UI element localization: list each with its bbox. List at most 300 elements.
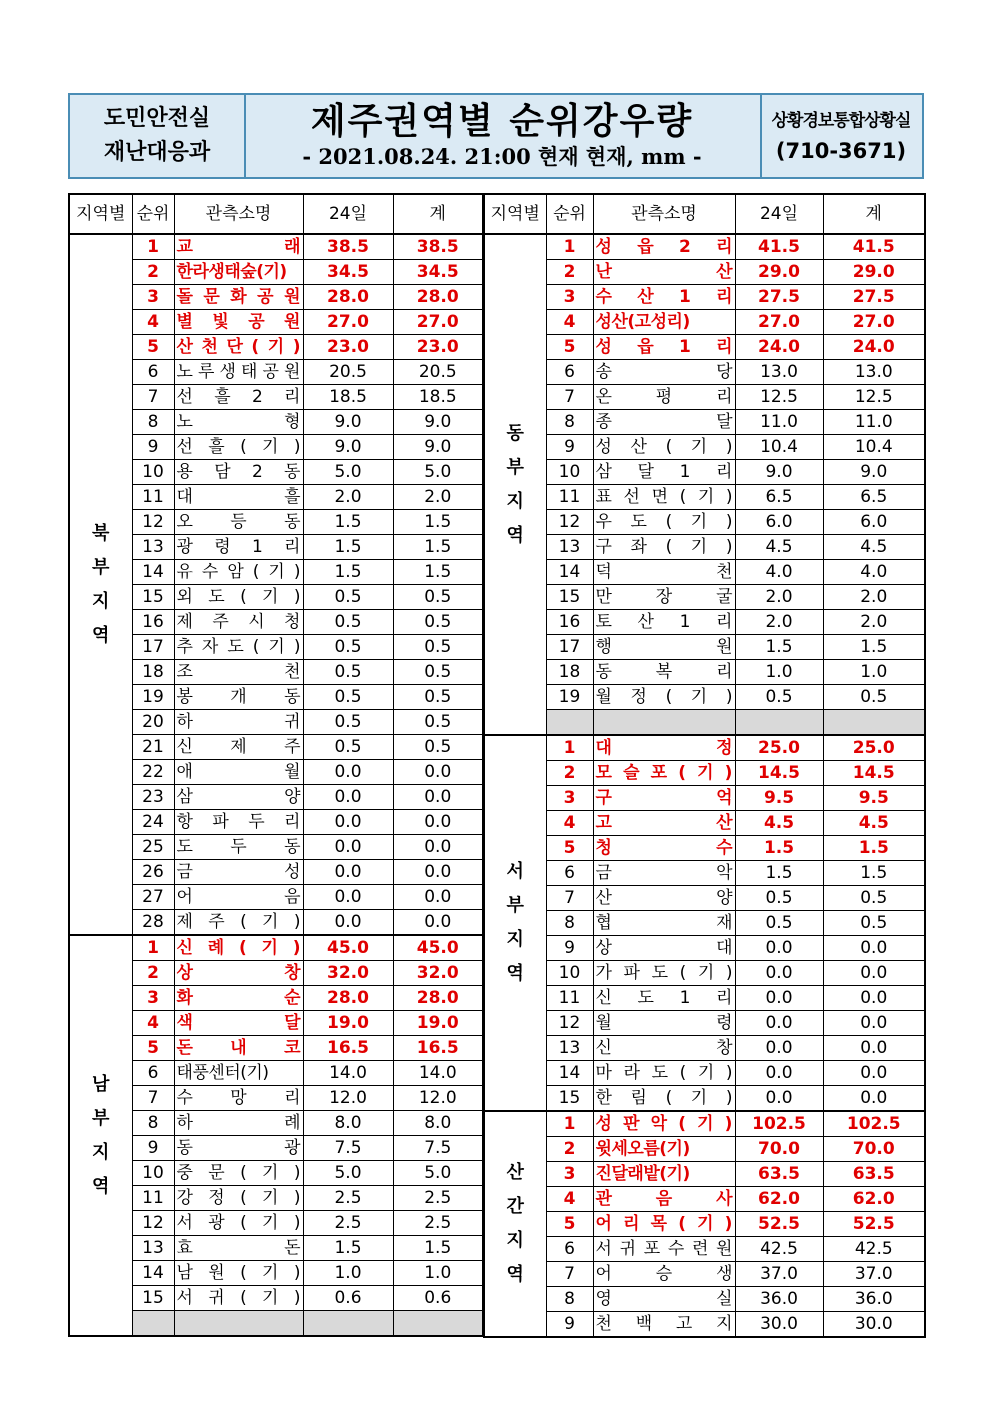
station-name: 청 수 [595,838,733,858]
table-row [69,410,483,435]
table-row [484,585,925,610]
station-name-cell [593,886,735,911]
station-name: 성 산 ( 고 성 리 ) [595,312,690,332]
station-name: 색 달 [176,1013,301,1033]
station-name: 한 림 ( 기 ) [595,1088,733,1108]
blank-cell [593,710,735,736]
station-name-cell [174,260,303,285]
region-name: 북부지역 [92,522,110,646]
station-name: 협 재 [595,913,733,933]
rank-cell: 17 [546,635,593,660]
day24-rainfall-cell: 0.5 [303,635,393,660]
station-name: 광 령 1 리 [176,537,301,557]
table-row [69,660,483,685]
table-row [484,1061,925,1086]
station-name: 성 읍 2 리 [595,237,733,257]
day24-rainfall-cell: 19.0 [303,1011,393,1036]
table-row [69,485,483,510]
rank-cell: 21 [132,735,174,760]
day24-rainfall-cell: 20.5 [303,360,393,385]
station-name: 도 두 동 [176,837,301,857]
col-header-total: 계 [393,194,483,234]
day24-rainfall-cell: 32.0 [303,961,393,986]
station-name: 서 광 ( 기 ) [176,1213,301,1233]
station-name-cell [174,735,303,760]
station-name-cell [174,1086,303,1111]
total-rainfall-cell: 0.0 [393,785,483,810]
station-name-cell [174,485,303,510]
station-name-cell [174,1186,303,1211]
table-row [484,435,925,460]
rank-cell: 15 [546,1086,593,1112]
rank-cell: 20 [132,710,174,735]
station-name-cell [593,535,735,560]
day24-rainfall-cell: 18.5 [303,385,393,410]
department-box [70,95,246,177]
total-rainfall-cell: 62.0 [823,1187,925,1212]
rank-cell: 14 [546,560,593,585]
day24-rainfall-cell: 12.5 [735,385,823,410]
day24-rainfall-cell: 4.5 [735,535,823,560]
station-name: 금 악 [595,863,733,883]
day24-rainfall-cell: 1.5 [303,535,393,560]
station-name: 난 산 [595,262,733,282]
station-name: 천 백 고 지 [595,1314,733,1334]
rank-cell: 2 [546,1137,593,1162]
col-header-station: 관측소명 [593,194,735,234]
table-row [69,1186,483,1211]
table-row [484,685,925,710]
station-name: 고 산 [595,813,733,833]
table-row [484,460,925,485]
day24-rainfall-cell: 8.0 [303,1111,393,1136]
day24-rainfall-cell: 70.0 [735,1137,823,1162]
day24-rainfall-cell: 42.5 [735,1237,823,1262]
total-rainfall-cell: 0.5 [393,710,483,735]
total-rainfall-cell: 16.5 [393,1036,483,1061]
col-header-day24: 24일 [303,194,393,234]
rank-cell: 5 [546,1212,593,1237]
rank-cell: 18 [546,660,593,685]
day24-rainfall-cell: 0.5 [735,911,823,936]
total-rainfall-cell: 34.5 [393,260,483,285]
region-name: 산간지역 [506,1162,524,1285]
total-rainfall-cell: 1.0 [823,660,925,685]
station-name-cell [174,1036,303,1061]
rank-cell: 18 [132,660,174,685]
day24-rainfall-cell: 0.5 [735,685,823,710]
station-name: 수 산 1 리 [595,287,733,307]
station-name-cell [593,861,735,886]
table-row [484,1111,925,1137]
rank-cell: 10 [546,460,593,485]
station-name: 용 담 2 동 [176,462,301,482]
table-row [69,810,483,835]
day24-rainfall-cell: 0.0 [303,835,393,860]
rank-cell: 23 [132,785,174,810]
total-rainfall-cell: 0.6 [393,1286,483,1311]
table-row [69,1136,483,1161]
table-row [484,660,925,685]
day24-rainfall-cell: 28.0 [303,285,393,310]
blank-cell [303,1311,393,1337]
station-name-cell [593,510,735,535]
total-rainfall-cell: 0.5 [393,585,483,610]
day24-rainfall-cell: 0.0 [735,1036,823,1061]
total-rainfall-cell: 63.5 [823,1162,925,1187]
day24-rainfall-cell: 0.5 [303,735,393,760]
day24-rainfall-cell: 23.0 [303,335,393,360]
day24-rainfall-cell: 2.0 [303,485,393,510]
station-name: 진 달 래 밭 ( 기 ) [595,1164,690,1184]
day24-rainfall-cell: 10.4 [735,435,823,460]
station-name: 화 순 [176,988,301,1008]
table-row [69,1036,483,1061]
rank-cell: 6 [546,861,593,886]
day24-rainfall-cell: 0.5 [303,660,393,685]
day24-rainfall-cell: 1.0 [735,660,823,685]
station-name-cell [593,285,735,310]
station-name-cell [174,986,303,1011]
table-row [69,285,483,310]
table-row [69,935,483,961]
station-name: 토 산 1 리 [595,612,733,632]
table-row [484,510,925,535]
station-name: 노 루 생 태 공 원 [176,362,301,382]
table-row [69,1111,483,1136]
total-rainfall-cell: 2.0 [823,610,925,635]
region-label [484,1111,546,1337]
table-row [69,885,483,910]
total-rainfall-cell: 19.0 [393,1011,483,1036]
total-rainfall-cell: 45.0 [393,935,483,961]
station-name-cell [174,585,303,610]
station-name-cell [174,1161,303,1186]
day24-rainfall-cell: 1.5 [303,560,393,585]
day24-rainfall-cell: 62.0 [735,1187,823,1212]
day24-rainfall-cell: 6.5 [735,485,823,510]
total-rainfall-cell: 1.5 [823,861,925,886]
station-name-cell [174,234,303,260]
col-header-region: 지역별 [69,194,132,234]
station-name: 마 라 도 ( 기 ) [595,1063,733,1083]
station-name-cell [174,385,303,410]
region-label [69,935,132,1336]
station-name: 온 평 리 [595,387,733,407]
rank-cell: 9 [546,435,593,460]
station-name: 대 정 [595,738,733,758]
station-name: 서 귀 포 수 련 원 [595,1239,733,1259]
region-name: 서부지역 [506,861,524,984]
station-name-cell [174,635,303,660]
total-rainfall-cell: 0.0 [393,910,483,936]
rank-cell: 3 [546,1162,593,1187]
rank-cell: 4 [546,811,593,836]
rank-cell: 8 [546,911,593,936]
station-name-cell [593,1111,735,1137]
station-name: 돈 내 코 [176,1038,301,1058]
station-name-cell [593,1011,735,1036]
station-name-cell [174,285,303,310]
day24-rainfall-cell: 0.0 [303,860,393,885]
total-rainfall-cell: 41.5 [823,234,925,260]
table-row [484,961,925,986]
day24-rainfall-cell: 4.0 [735,560,823,585]
table-row [69,1236,483,1261]
rank-cell: 3 [132,285,174,310]
total-rainfall-cell: 27.0 [393,310,483,335]
rank-cell: 9 [132,435,174,460]
station-name: 윗 세 오 름 ( 기 ) [595,1139,690,1159]
total-rainfall-cell: 0.0 [393,860,483,885]
station-name-cell [174,885,303,910]
station-name: 금 성 [176,862,301,882]
station-name: 관 음 사 [595,1189,733,1209]
station-name: 월 령 [595,1013,733,1033]
station-name: 송 당 [595,362,733,382]
station-name-cell [593,911,735,936]
table-row [69,435,483,460]
station-name: 삼 양 [176,787,301,807]
day24-rainfall-cell: 27.0 [303,310,393,335]
table-row [69,234,483,260]
day24-rainfall-cell: 0.0 [735,986,823,1011]
day24-rainfall-cell: 25.0 [735,735,823,761]
rank-cell: 11 [546,986,593,1011]
day24-rainfall-cell: 2.0 [735,610,823,635]
rank-cell: 13 [132,1236,174,1261]
day24-rainfall-cell: 0.0 [735,936,823,961]
total-rainfall-cell: 70.0 [823,1137,925,1162]
rank-cell: 19 [132,685,174,710]
rank-cell: 10 [546,961,593,986]
rank-cell: 7 [546,1262,593,1287]
station-name-cell [174,1236,303,1261]
total-rainfall-cell: 0.0 [393,885,483,910]
table-row [484,886,925,911]
total-rainfall-cell: 6.5 [823,485,925,510]
total-rainfall-cell: 1.5 [393,535,483,560]
day24-rainfall-cell: 0.0 [303,810,393,835]
day24-rainfall-cell: 16.5 [303,1036,393,1061]
station-name-cell [593,786,735,811]
station-name: 월 정 ( 기 ) [595,687,733,707]
table-row [484,335,925,360]
station-name-cell [174,610,303,635]
station-name: 태 풍 센 터 ( 기 ) [176,1063,269,1083]
station-name-cell [174,1111,303,1136]
total-rainfall-cell: 9.5 [823,786,925,811]
rank-cell: 13 [546,535,593,560]
rank-cell: 14 [546,1061,593,1086]
station-name: 신 례 ( 기 ) [176,938,301,958]
station-name: 조 천 [176,662,301,682]
rank-cell: 16 [546,610,593,635]
table-row [484,761,925,786]
rank-cell: 4 [132,1011,174,1036]
total-rainfall-cell: 1.5 [823,635,925,660]
table-row [484,1162,925,1187]
total-rainfall-cell: 0.0 [823,1086,925,1112]
table-row [484,285,925,310]
contact-phone: (710-3671) [775,139,907,163]
total-rainfall-cell: 0.5 [823,911,925,936]
station-name-cell [174,1061,303,1086]
contact-box [760,95,922,177]
table-row [69,385,483,410]
rank-cell: 13 [132,535,174,560]
rank-cell: 7 [546,886,593,911]
station-name-cell [593,936,735,961]
station-name: 성 판 악 ( 기 ) [595,1114,733,1134]
day24-rainfall-cell: 27.0 [735,310,823,335]
table-row [484,735,925,761]
station-name: 남 원 ( 기 ) [176,1263,301,1283]
total-rainfall-cell: 102.5 [823,1111,925,1137]
total-rainfall-cell: 0.0 [823,1036,925,1061]
col-header-region: 지역별 [484,194,546,234]
station-name: 수 망 리 [176,1088,301,1108]
total-rainfall-cell: 38.5 [393,234,483,260]
rank-cell: 1 [132,234,174,260]
station-name-cell [174,510,303,535]
table-row [484,786,925,811]
table-row [484,936,925,961]
total-rainfall-cell: 7.5 [393,1136,483,1161]
station-name-cell [174,860,303,885]
station-name-cell [593,360,735,385]
station-name: 별 빛 공 원 [176,312,301,332]
region-label [69,234,132,935]
station-name: 애 월 [176,762,301,782]
station-name-cell [593,811,735,836]
table-row [69,1011,483,1036]
department-line-1: 도민안전실 [103,106,211,131]
station-name: 서 귀 ( 기 ) [176,1288,301,1308]
station-name-cell [174,310,303,335]
rank-cell: 26 [132,860,174,885]
day24-rainfall-cell: 0.5 [303,685,393,710]
total-rainfall-cell: 42.5 [823,1237,925,1262]
table-row [69,585,483,610]
table-row [69,710,483,735]
rank-cell: 11 [546,485,593,510]
table-row [69,785,483,810]
station-name-cell [174,460,303,485]
blank-cell [546,710,593,736]
station-name-cell [593,1086,735,1112]
station-name: 돌 문 화 공 원 [176,287,301,307]
region-name: 동부지역 [506,422,524,546]
table-row [484,610,925,635]
total-rainfall-cell: 2.0 [393,485,483,510]
table-header-row [484,194,925,234]
station-name: 구 좌 ( 기 ) [595,537,733,557]
table-row [69,335,483,360]
station-name-cell [174,1211,303,1236]
total-rainfall-cell: 0.0 [393,760,483,785]
table-row [484,1086,925,1112]
table-row [484,1237,925,1262]
rank-cell: 12 [546,510,593,535]
station-name-cell [593,460,735,485]
day24-rainfall-cell: 34.5 [303,260,393,285]
total-rainfall-cell: 52.5 [823,1212,925,1237]
day24-rainfall-cell: 29.0 [735,260,823,285]
station-name: 상 대 [595,938,733,958]
station-name-cell [593,234,735,260]
station-name-cell [174,535,303,560]
station-name: 성 산 ( 기 ) [595,437,733,457]
total-rainfall-cell: 18.5 [393,385,483,410]
day24-rainfall-cell: 11.0 [735,410,823,435]
blank-cell [735,710,823,736]
col-header-rank: 순위 [546,194,593,234]
total-rainfall-cell: 27.0 [823,310,925,335]
day24-rainfall-cell: 0.0 [303,910,393,936]
station-name: 오 등 동 [176,512,301,532]
total-rainfall-cell: 0.0 [393,810,483,835]
total-rainfall-cell: 5.0 [393,1161,483,1186]
table-row [69,961,483,986]
table-row [484,836,925,861]
total-rainfall-cell: 6.0 [823,510,925,535]
station-name-cell [174,835,303,860]
rank-cell: 9 [546,1312,593,1338]
table-row [484,1312,925,1338]
table-row [69,535,483,560]
station-name-cell [593,560,735,585]
table-row [69,860,483,885]
table-row [484,1036,925,1061]
total-rainfall-cell: 0.0 [823,961,925,986]
station-name: 효 돈 [176,1238,301,1258]
station-name-cell [593,761,735,786]
col-header-total: 계 [823,194,925,234]
station-name: 가 파 도 ( 기 ) [595,963,733,983]
total-rainfall-cell: 23.0 [393,335,483,360]
total-rainfall-cell: 2.5 [393,1211,483,1236]
day24-rainfall-cell: 24.0 [735,335,823,360]
table-row [484,1187,925,1212]
day24-rainfall-cell: 0.0 [735,961,823,986]
day24-rainfall-cell: 9.5 [735,786,823,811]
day24-rainfall-cell: 30.0 [735,1312,823,1338]
table-row [69,1161,483,1186]
day24-rainfall-cell: 9.0 [735,460,823,485]
station-name-cell [174,935,303,961]
rank-cell: 1 [546,735,593,761]
rank-cell: 8 [132,1111,174,1136]
table-row [69,1061,483,1086]
table-row [484,234,925,260]
table-row [69,610,483,635]
day24-rainfall-cell: 63.5 [735,1162,823,1187]
rank-cell: 28 [132,910,174,936]
table-row [69,685,483,710]
department-line-2: 재난대응과 [103,140,211,165]
day24-rainfall-cell: 1.5 [303,510,393,535]
total-rainfall-cell: 9.0 [823,460,925,485]
station-name: 영 실 [595,1289,733,1309]
total-rainfall-cell: 36.0 [823,1287,925,1312]
station-name: 봉 개 동 [176,687,301,707]
table-row [484,911,925,936]
station-name-cell [593,836,735,861]
station-name-cell [593,685,735,710]
day24-rainfall-cell: 0.5 [303,710,393,735]
rank-cell: 22 [132,760,174,785]
